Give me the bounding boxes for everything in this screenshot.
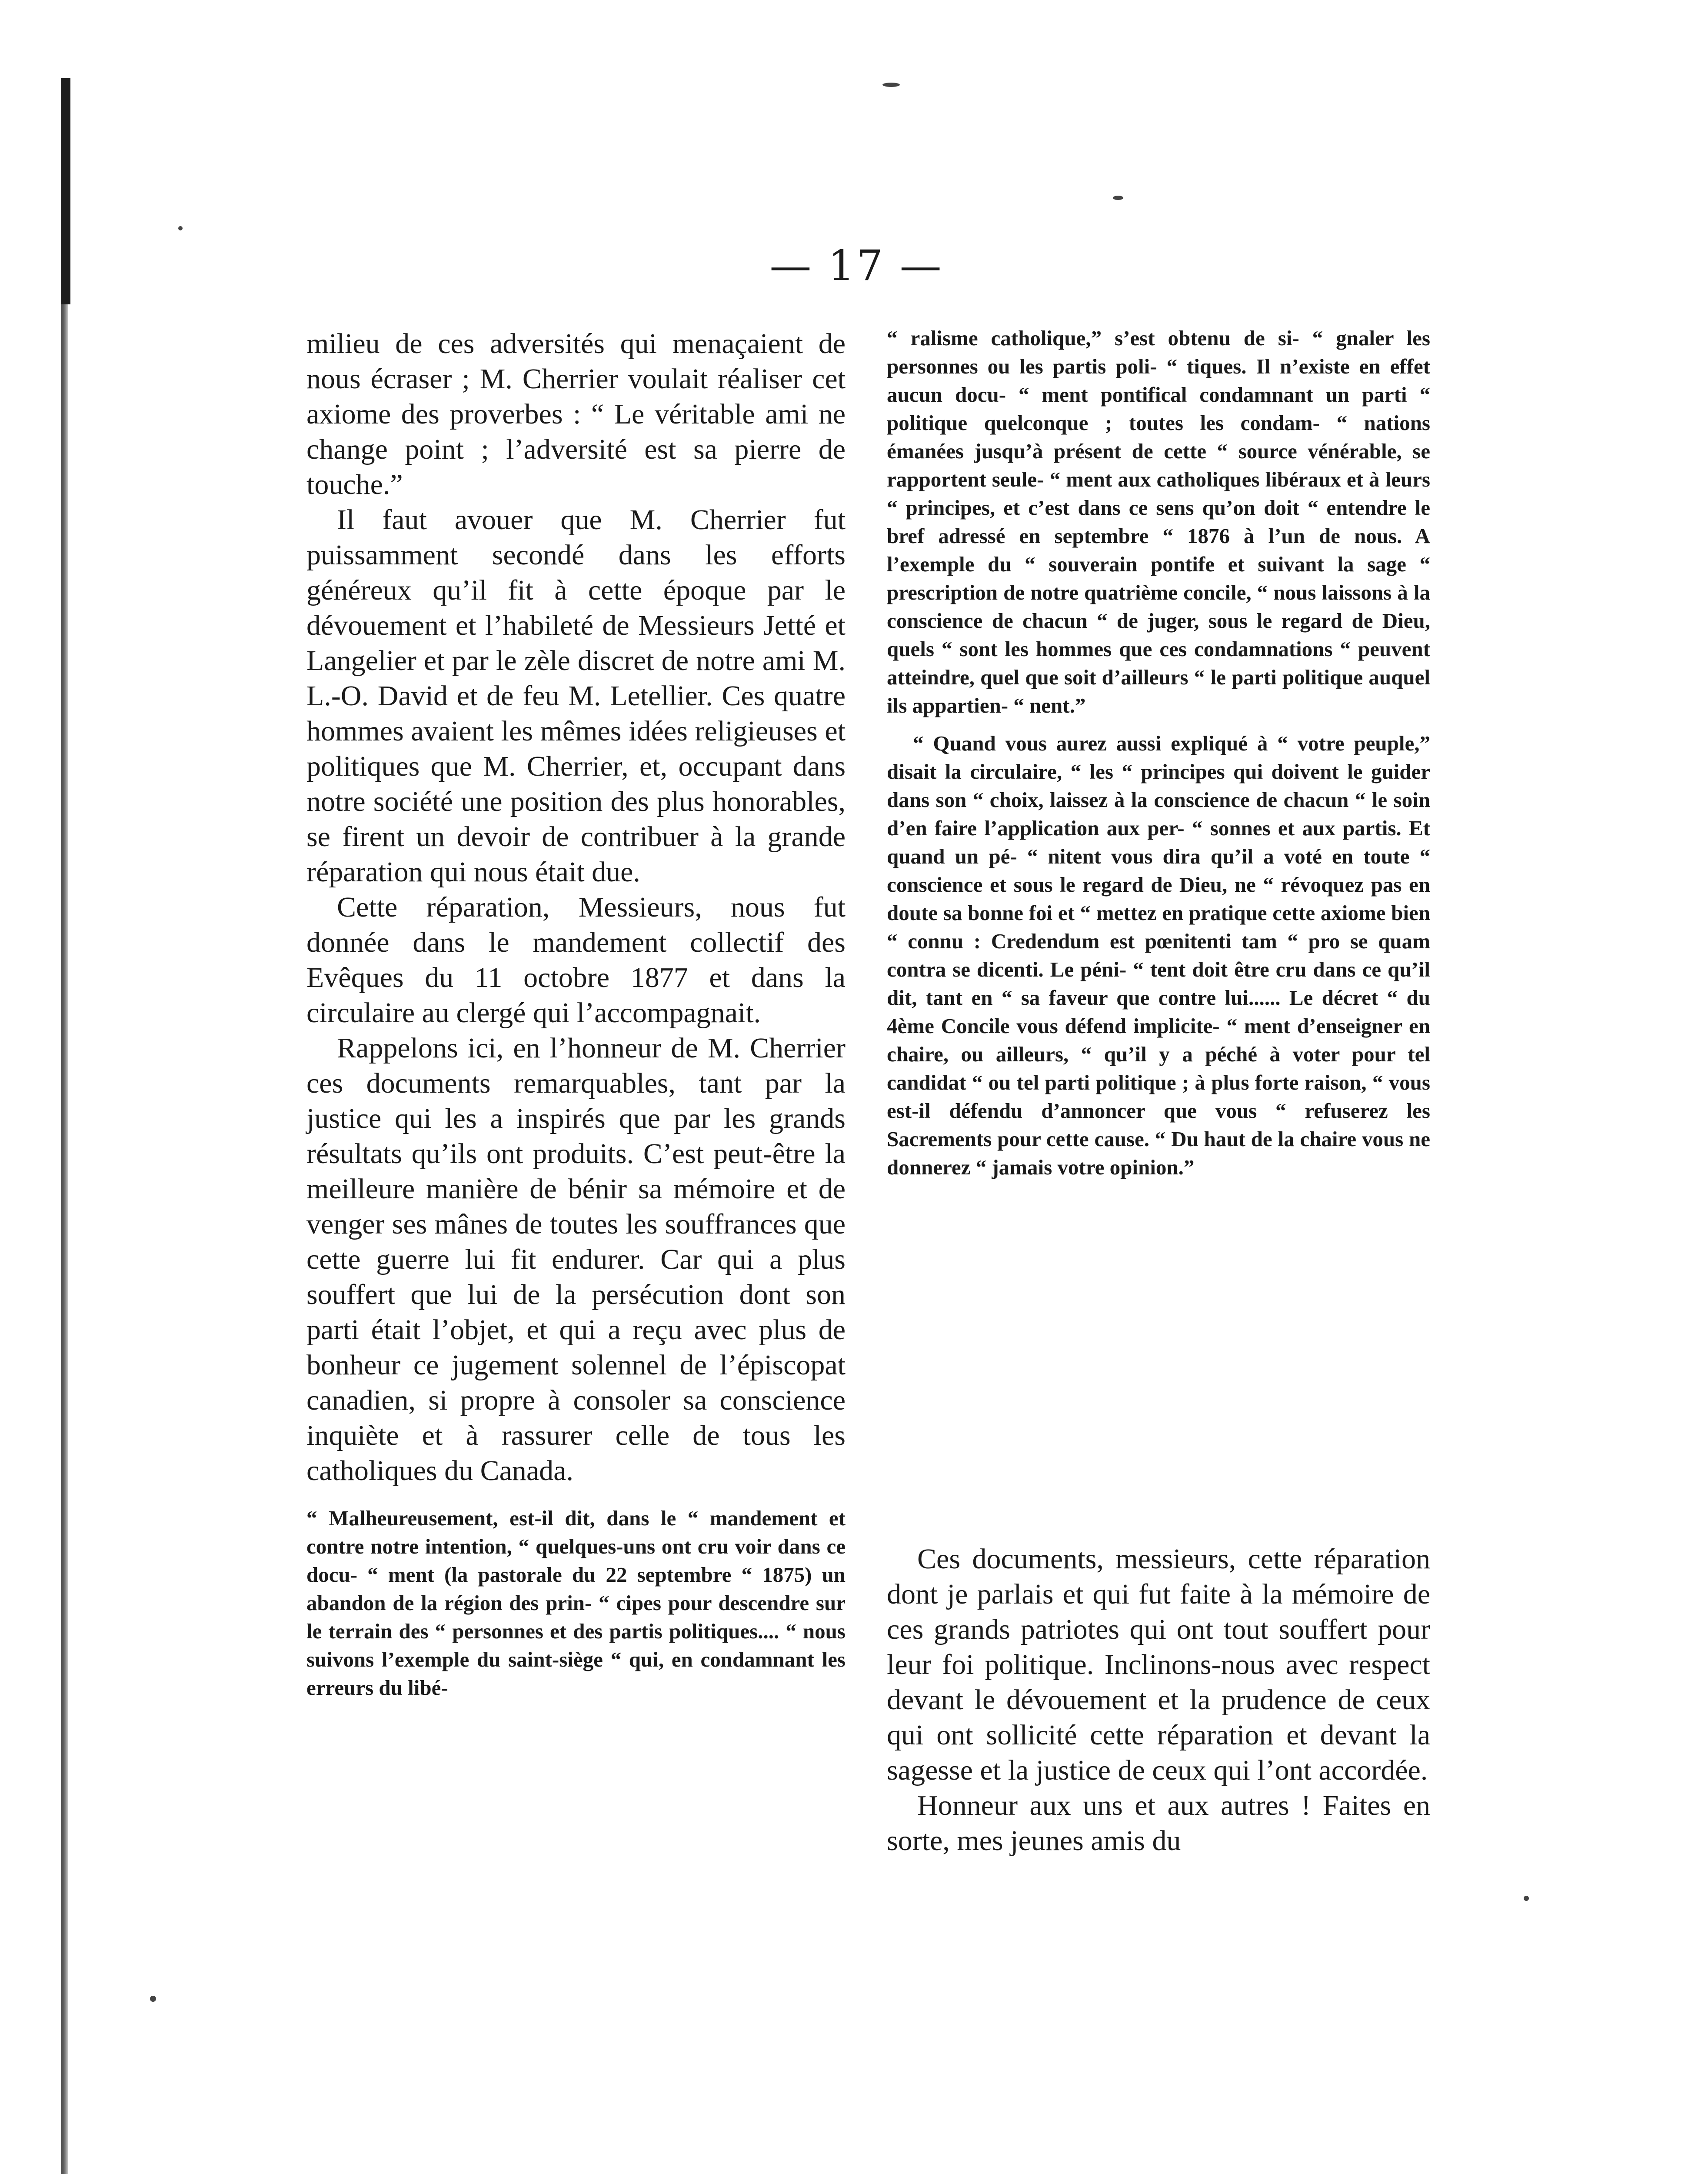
scan-speck bbox=[150, 1996, 156, 2002]
scan-speck bbox=[882, 83, 900, 87]
left-column bbox=[306, 326, 846, 1702]
right-paragraph-1: Ces documents, messieurs, cette réparation dont je parlais et qui fut faite à la mémoire de ces grands patriotes qui ont tout souffert pour leur foi politique. Inclinons-nous avec respect devant le dévouement et la prudence de ceux qui ont sollicité cette réparation et devant la sagesse et la justice de ceux qui l’ont accordée. bbox=[887, 1543, 1430, 1786]
left-paragraph-2: Il faut avouer que M. Cherrier fut puissamment secondé dans les efforts généreux qu’il fit à cette époque par le dévouement et l’habileté de Messieurs Jetté et Langelier et par le zèle discret de notre ami M. L.-O. David et de feu M. Letellier. Ces quatre hommes avaient les mêmes idées religieuses et politiques que M. Cherrier, et, occupant dans notre société une position des plus honorables, se firent un devoir de contribuer à la grande réparation qui nous était due. bbox=[306, 504, 846, 888]
page-number: — 17 — bbox=[769, 241, 943, 290]
right-column-quotes bbox=[887, 324, 1430, 1181]
scan-binding-edge bbox=[61, 78, 68, 2174]
right-paragraph-2: Honneur aux uns et aux autres ! Faites en sorte, mes jeunes amis du bbox=[887, 1790, 1430, 1857]
left-paragraph-3: Cette réparation, Messieurs, nous fut donnée dans le mandement collectif des Evêques du 11 octobre 1877 et dans la circulaire au clergé qui l’accompagnait. bbox=[306, 891, 846, 1029]
scan-binding-shadow bbox=[61, 78, 70, 304]
scan-speck bbox=[1113, 196, 1123, 200]
left-paragraph-4: Rappelons ici, en l’honneur de M. Cherrier ces documents remarquables, tant par la justice qui les a inspirés que par les grands résultats qu’ils ont produits. C’est peut-être la meilleure manière de bénir sa mémoire et de venger ses mânes de toutes les souffrances que cette guerre lui fit endurer. Car qui a plus souffert que lui de la persécution dont son parti était l’objet, et qui a reçu avec plus de bonheur ce jugement solennel de l’épiscopat canadien, si propre à consoler sa conscience inquiète et à rassurer celle de tous les catholiques du Canada. bbox=[306, 1032, 846, 1487]
right-column-body bbox=[887, 1541, 1430, 1858]
right-quote-circulaire: “ Quand vous aurez aussi expliqué à “ votre peuple,” disait la circulaire, “ les “ principes qui doivent le guider dans son “ choix, laissez à la conscience de chacun “ le soin d’en faire l’application aux per- “ sonnes et aux partis. Et quand un pé- “ nitent vous dira qu’il a voté en toute “ conscience et sous le regard de Dieu, ne “ révoquez pas en doute sa bonne foi et “ mettez en pratique cette axiome bien “ connu : Credendum est pœnitenti tam “ pro se quam contra se dicenti. Le péni- “ tent doit être cru dans ce qu’il dit, tant en “ sa faveur que contre lui...... Le décret “ du 4ème Concile vous défend implicite- “ ment d’enseigner en chaire, ou ailleurs, “ qu’il y a péché à voter pour tel candidat “ ou tel parti politique ; à plus forte raison, “ vous est-il défendu d’annoncer que vous “ refuserez les Sacrements pour cette cause. “ Du haut de la chaire vous ne donnerez “ jamais votre opinion.” bbox=[887, 731, 1430, 1179]
right-quote-mandement-continued: “ ralisme catholique,” s’est obtenu de si- “ gnaler les personnes ou les partis poli- “ tiques. Il n’existe en effet aucun docu- “ ment pontifical condamnant un parti “ politique quelconque ; toutes les condam- “ nations émanées jusqu’à présent de cette “ source vénérable, se rapportent seule- “ ment aux catholiques libéraux et à leurs “ principes, et c’est dans ce sens qu’on doit “ entendre le bref adressé en septembre “ 1876 à l’un de nous. A l’exemple du “ souverain pontife et suivant la sage “ prescription de notre quatrième concile, “ nous laissons à la conscience de chacun “ de juger, sous le regard de Dieu, quels “ sont les hommes que ces condamnations “ peuvent atteindre, quel que soit d’ailleurs “ le parti politique auquel ils appartien- “ nent.” bbox=[887, 326, 1430, 717]
scan-speck bbox=[1524, 1896, 1529, 1901]
scan-speck bbox=[178, 226, 183, 230]
left-quote-mandement: “ Malheureusement, est-il dit, dans le “ mandement et contre notre intention, “ quelques-uns ont cru voir dans ce docu- “ ment (la pastorale du 22 septembre “ 1875) un abandon de la région des prin- “ cipes pour descendre sur le terrain des “ personnes et des partis politiques.... “ nous suivons l’exemple du saint-siège “ qui, en condamnant les erreurs du libé- bbox=[306, 1506, 846, 1700]
left-paragraph-1: milieu de ces adversités qui menaçaient de nous écraser ; M. Cherrier voulait réaliser cet axiome des proverbes : “ Le véritable ami ne change point ; l’adversité est sa pierre de touche.” bbox=[306, 328, 846, 500]
